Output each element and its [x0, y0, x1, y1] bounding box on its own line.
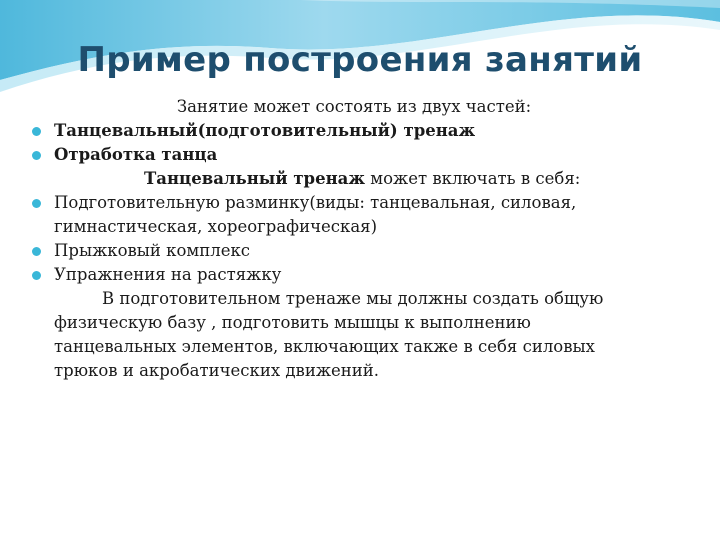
- part-label: Отработка танца: [54, 145, 218, 164]
- list-item: [24, 263, 684, 287]
- subheading-bold: Танцевальный тренаж: [144, 169, 366, 188]
- subheading-rest: может включать в себя:: [365, 169, 581, 188]
- bullet-icon: [32, 127, 41, 136]
- intro-text: Занятие может состоять из двух частей:: [176, 97, 532, 116]
- list-item: [24, 119, 684, 143]
- item-label: Упражнения на растяжку: [54, 265, 282, 284]
- subheading: [24, 167, 684, 191]
- part-label: Танцевальный(подготовительный) тренаж: [54, 121, 476, 140]
- item-label: Прыжковый комплекс: [54, 241, 251, 260]
- bullet-icon: [32, 151, 41, 160]
- list-item: [24, 239, 684, 263]
- bullet-icon: [32, 199, 41, 208]
- slide-title: Пример построения занятий: [77, 40, 643, 80]
- slide-content: [24, 95, 684, 383]
- list-item: [24, 143, 684, 167]
- paragraph: [24, 287, 684, 383]
- paragraph-text: В подготовительном тренаже мы должны создать общую физическую базу , подготовить мышцы к выполнению танцевальных элементов, включающих также в себя силовых трюков и акробатических движений.: [54, 289, 604, 380]
- bullet-icon: [32, 271, 41, 280]
- item-label: Подготовительную разминку(виды: танцевальная, силовая, гимнастическая, хореографическая): [54, 193, 577, 236]
- list-item: [24, 191, 684, 239]
- bullet-icon: [32, 247, 41, 256]
